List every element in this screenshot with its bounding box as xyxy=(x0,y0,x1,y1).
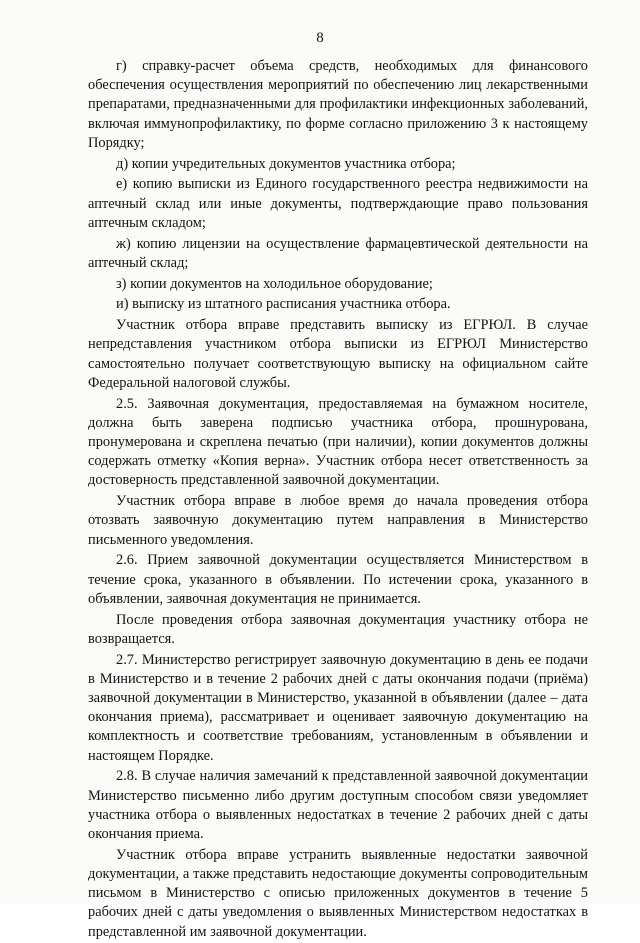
paragraph-egrul-extract: Участник отбора вправе представить выписку из ЕГРЮЛ. В случае непредставления участником отбора выписки из ЕГРЮЛ Министерство самостоятельно получает соответствующую выписку на официальном сайте Федеральной налоговой службы. xyxy=(88,317,588,391)
paragraph-2-5: 2.5. Заявочная документация, предоставляемая на бумажном носителе, должна быть заверена подписью участника отбора, прошнурована, пронумерована и скреплена печатью (при наличии), копии документов должны содержать отметку «Копия верна». Участник отбора несет ответственность за достоверность представленной заявочной документации. xyxy=(88,395,588,489)
document-body xyxy=(88,57,588,943)
paragraph-remedy-deficiencies: Участник отбора вправе устранить выявленные недостатки заявочной документации, а также представить недостающие документы сопроводительным письмом в Министерство с описью приложенных документов в течение 5 рабочих дней с даты уведомления о выявленных Министерством недостатках в представленной им заявочной документации. xyxy=(88,846,588,940)
paragraph-2-6: 2.6. Прием заявочной документации осуществляется Министерством в течение срока, указанного в объявлении. По истечении срока, указанного в объявлении, заявочная документация не принимается. xyxy=(88,552,588,607)
page-number: 8 xyxy=(316,30,324,46)
paragraph-no-return: После проведения отбора заявочная документация участнику отбора не возвращается. xyxy=(88,611,588,647)
paragraph-item-g: г) справку-расчет объема средств, необходимых для финансового обеспечения осуществления мероприятий по обеспечению лиц лекарственными препаратами, предназначенными для профилактики инфекционных заболеваний, включая иммунопрофилактику, по форме согласно приложению 3 к настоящему Порядку; xyxy=(88,58,588,151)
paragraph-2-8: 2.8. В случае наличия замечаний к представленной заявочной документации Министерство письменно либо другим доступным способом связи уведомляет участника отбора о выявленных недостатках в течение 2 рабочих дней с даты окончания приема. xyxy=(88,768,588,843)
paragraph-item-z: з) копии документов на холодильное оборудование; xyxy=(116,275,433,292)
paragraph-item-zh: ж) копию лицензии на осуществление фармацевтической деятельности на аптечный склад; xyxy=(88,235,588,271)
paragraph-item-i: и) выписку из штатного расписания участника отбора. xyxy=(116,296,451,313)
paragraph-2-7: 2.7. Министерство регистрирует заявочную документацию в день ее подачи в Министерство и в течение 2 рабочих дней с даты окончания подачи (приёма) заявочной документации в Министерство, указанной в объявлении (далее – дата окончания приема), рассматривает и оценивает заявочную документацию на комплектность и соответствие требованиям, установленным в объявлении и настоящем Порядке. xyxy=(88,651,588,764)
paragraph-item-d: д) копии учредительных документов участника отбора; xyxy=(116,155,456,172)
paragraph-item-e: е) копию выписки из Единого государственного реестра недвижимости на аптечный склад или иные документы, подтверждающие право пользования аптечным складом; xyxy=(88,176,588,231)
paragraph-withdrawal: Участник отбора вправе в любое время до начала проведения отбора отозвать заявочную документацию путем направления в Министерство письменного уведомления. xyxy=(88,493,588,548)
